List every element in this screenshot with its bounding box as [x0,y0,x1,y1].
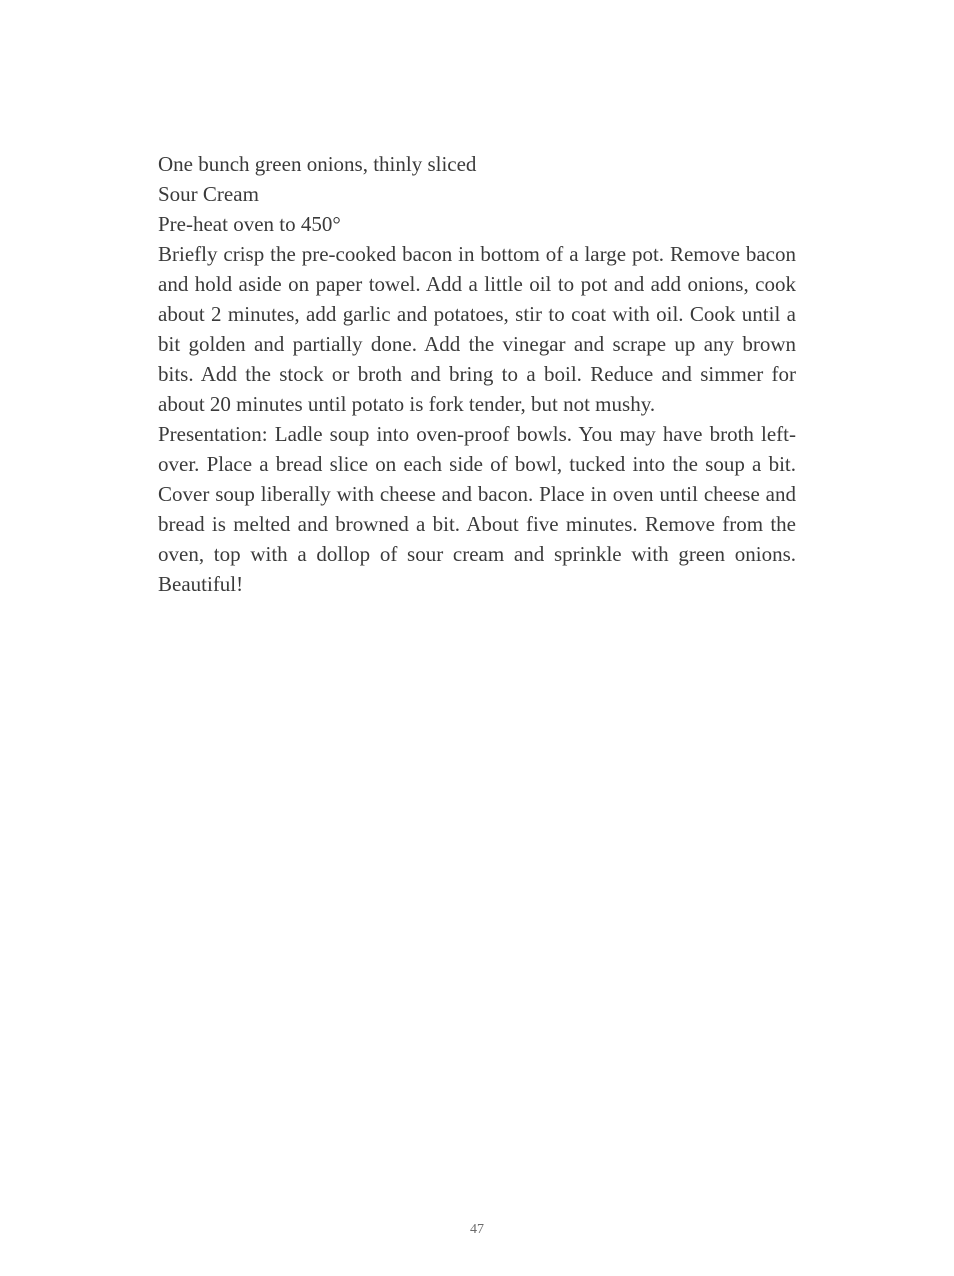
preheat-instruction: Pre-heat oven to 450° [158,212,341,236]
ingredient-green-onions: One bunch green onions, thinly sliced [158,152,477,176]
ingredient-sour-cream: Sour Cream [158,182,259,206]
page-number: 47 [470,1222,484,1237]
cooking-instructions: Briefly crisp the pre-cooked bacon in bottom of a large pot. Remove bacon and hold aside on paper towel. Add a little oil to pot and add onions, cook about 2 minutes, add garlic and potatoes, stir to coat with oil. Cook until a bit golden and partially done. Add the vinegar and scrape up any brown bits. Add the stock or broth and bring to a boil. Reduce and simmer for about 20 minutes until potato is fork tender, but not mushy. [158,242,796,416]
recipe-body [158,149,796,599]
presentation-instructions: Presentation: Ladle soup into oven-proof bowls. You may have broth left-over. Place a bread slice on each side of bowl, tucked into the soup a bit. Cover soup liberally with cheese and bacon. Place in oven until cheese and bread is melted and browned a bit. About five minutes. Remove from the oven, top with a dollop of sour cream and sprinkle with green onions. Beautiful! [158,422,796,596]
